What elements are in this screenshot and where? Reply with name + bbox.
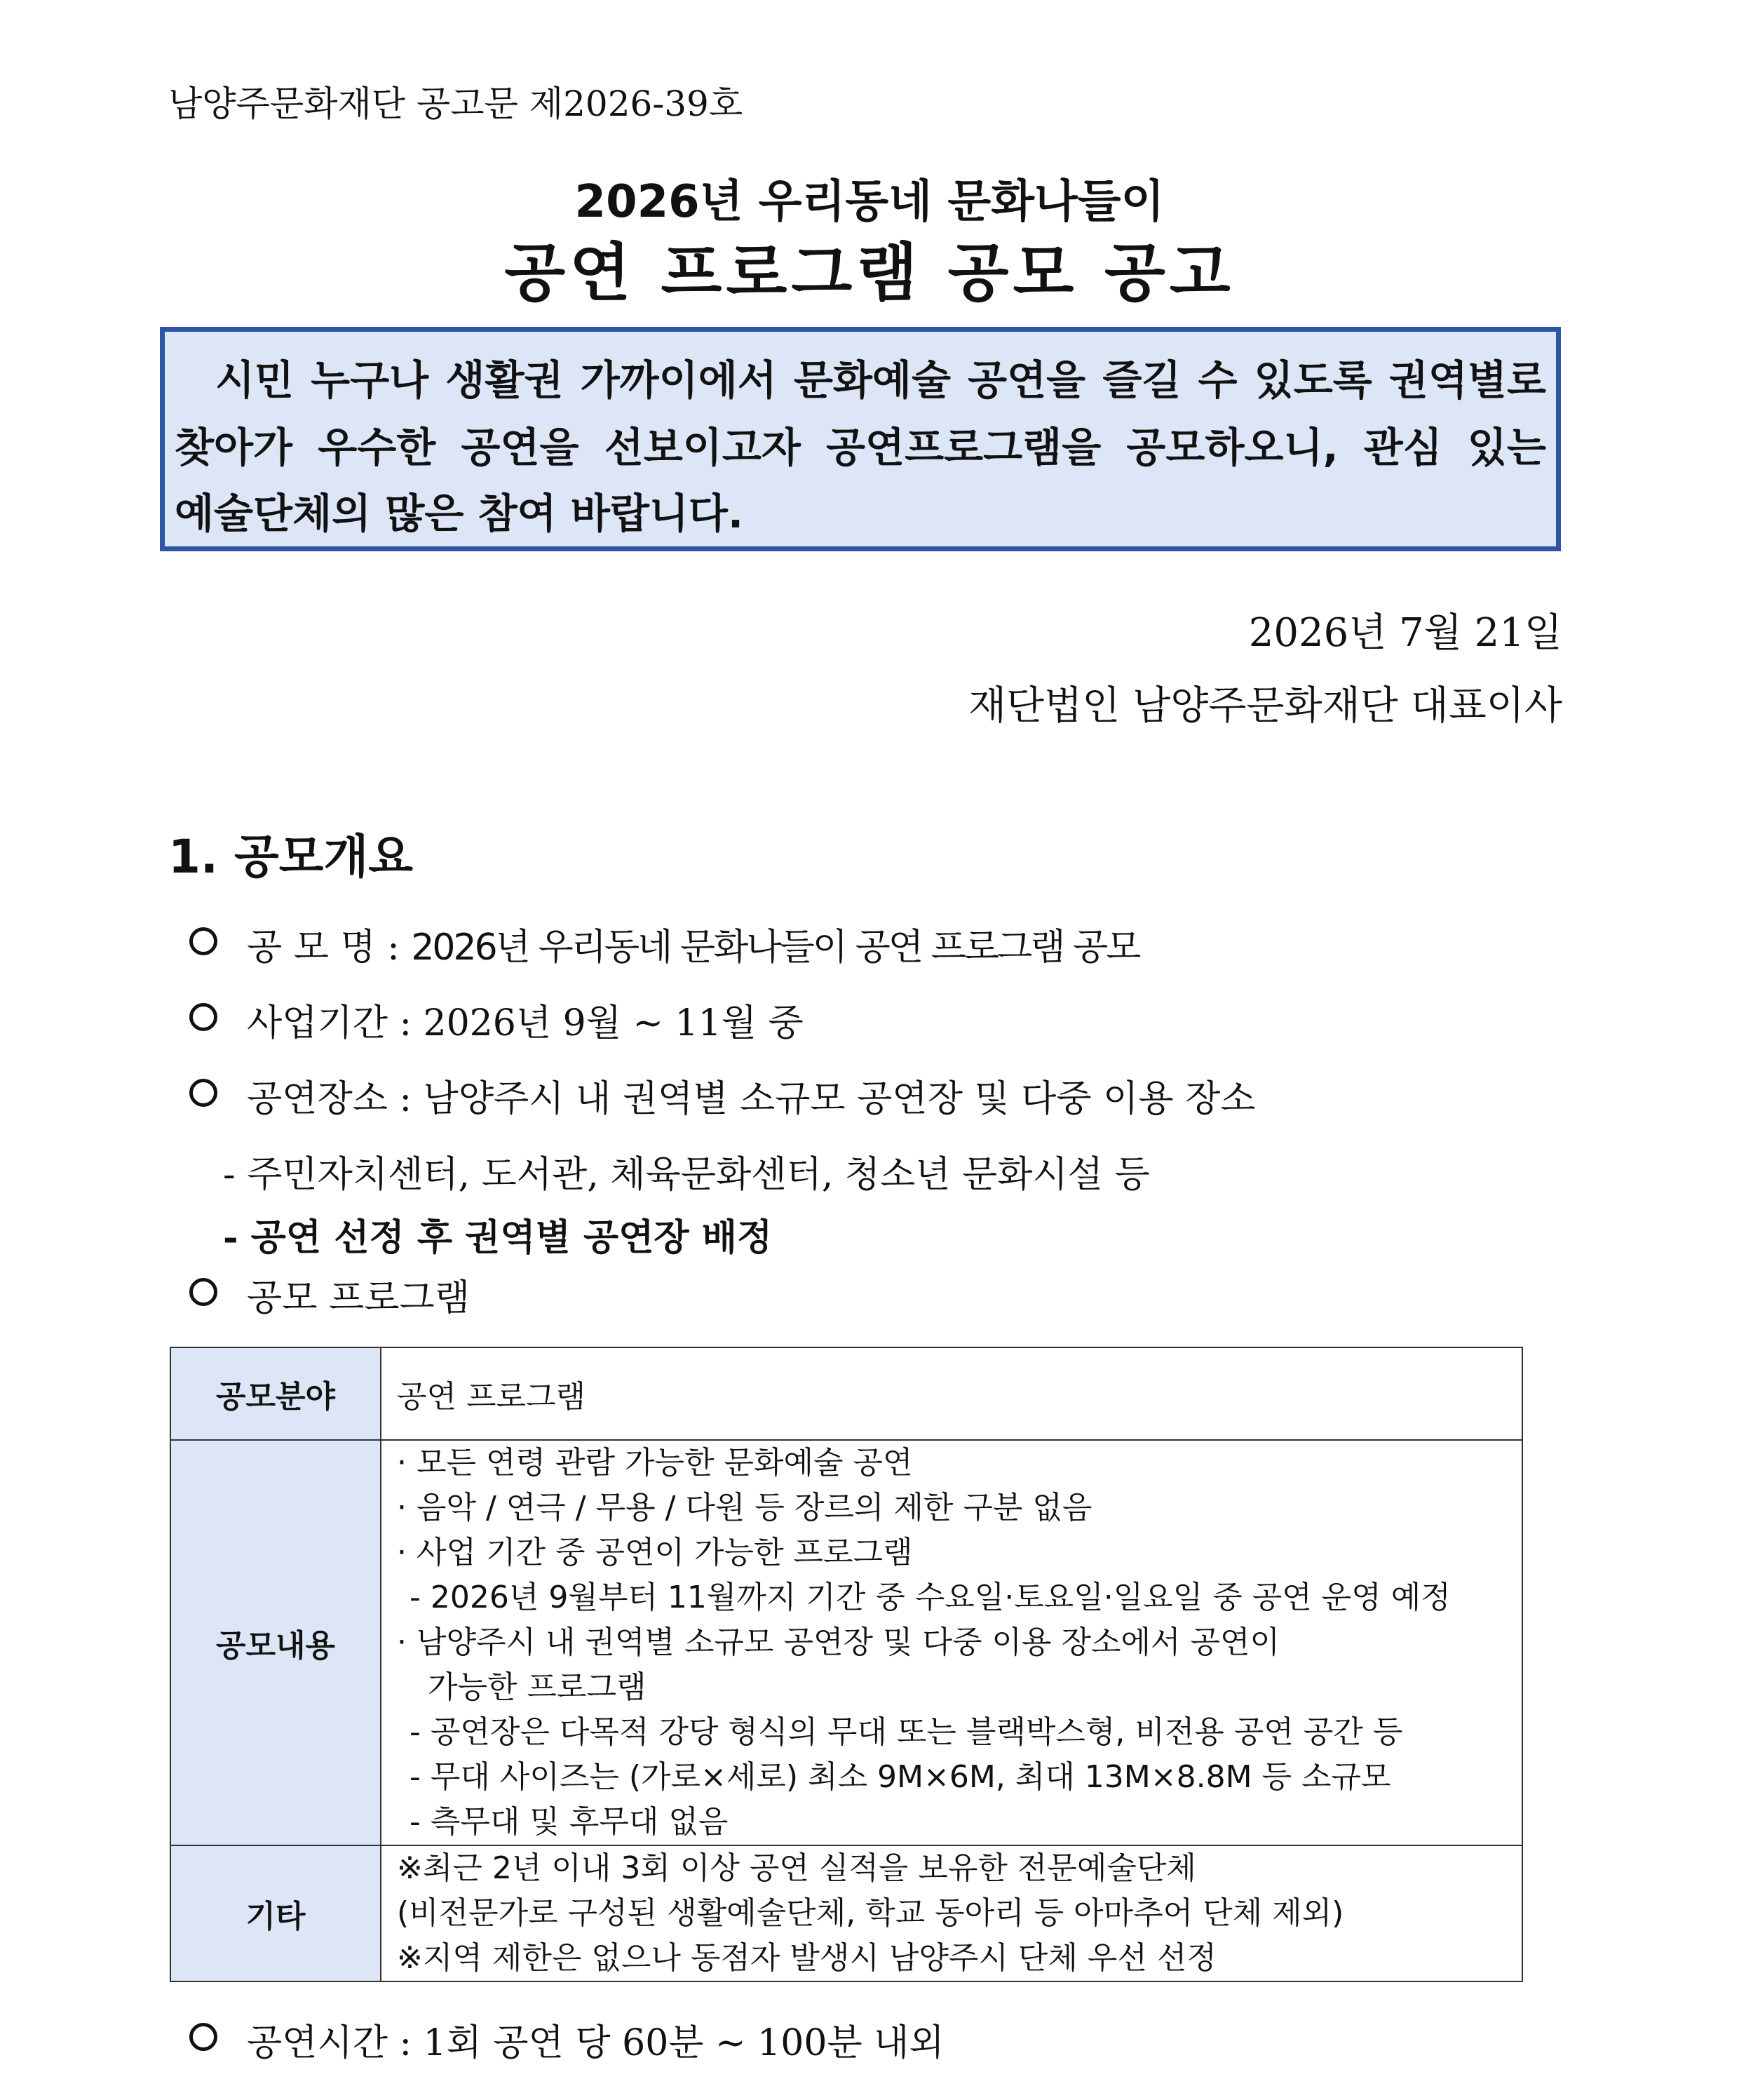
circle-bullet-icon — [189, 927, 217, 955]
title-line-2: 공연 프로그램 공모 공고 — [504, 236, 1235, 310]
content-line: (비전문가로 구성된 생활예술단체, 학교 동아리 등 아마추어 단체 제외) — [397, 1895, 1344, 1931]
table-row — [170, 1440, 1522, 1845]
venue-sub-item: - 주민자치센터, 도서관, 체육문화센터, 청소년 문화시설 등 — [223, 1154, 1150, 1196]
overview-item-venue — [189, 1069, 1256, 1122]
notice-date: 2026년 7월 21일 — [1248, 610, 1562, 656]
table-content-cell — [381, 1440, 1522, 1845]
intro-line-2: 찾아가 우수한 공연을 선보이고자 공연프로그램을 공모하오니, 관심 있는 — [175, 424, 1546, 471]
content-line: - 측무대 및 후무대 없음 — [410, 1804, 729, 1840]
overview-item-name — [189, 917, 1139, 970]
foundation-signature: 재단법인 남양주문화재단 대표이사 — [968, 683, 1562, 729]
content-line: · 남양주시 내 권역별 소규모 공연장 및 다중 이용 장소에서 공연이 — [397, 1624, 1280, 1660]
content-line: - 2026년 9월부터 11월까지 기간 중 수요일·토요일·일요일 중 공연 운영 예정 — [410, 1580, 1451, 1615]
item-label: 공연장소 : — [247, 1078, 412, 1120]
circle-bullet-icon — [189, 1079, 217, 1107]
table-row — [170, 1845, 1522, 1981]
notice-number: 남양주문화재단 공고문 제2026-39호 — [168, 83, 743, 124]
intro-line-3: 예술단체의 많은 참여 바랍니다. — [175, 490, 743, 537]
item-value: 2026년 우리동네 문화나들이 공연 프로그램 공모 — [411, 927, 1139, 969]
item-value: 2026년 9월 ~ 11월 중 — [423, 1002, 804, 1044]
table-content-cell: 공연 프로그램 — [381, 1347, 1522, 1440]
content-line: · 모든 연령 관람 가능한 문화예술 공연 — [397, 1445, 913, 1481]
content-line: · 음악 / 연극 / 무용 / 다원 등 장르의 제한 구분 없음 — [397, 1490, 1092, 1526]
venue-sub-item: - 공연 선정 후 권역별 공연장 배정 — [223, 1216, 773, 1259]
content-line: - 무대 사이즈는 (가로×세로) 최소 9M×6M, 최대 13M×8.8M 등 소규모 — [410, 1759, 1391, 1795]
table-row — [170, 1347, 1522, 1440]
content-line: ※지역 제한은 없으나 동점자 발생시 남양주시 단체 우선 선정 — [397, 1940, 1217, 1976]
content-line: ※최근 2년 이내 3회 이상 공연 실적을 보유한 전문예술단체 — [397, 1850, 1196, 1886]
item-label: 공모 프로그램 — [247, 1277, 470, 1319]
intro-box — [160, 327, 1561, 551]
table-header-cell: 공모내용 — [170, 1440, 381, 1845]
content-line: - 공연장은 다목적 강당 형식의 무대 또는 블랙박스형, 비전용 공연 공간 등 — [410, 1714, 1403, 1750]
item-label: 공 모 명 : — [247, 927, 400, 969]
title-line-1: 2026년 우리동네 문화나들이 — [574, 176, 1165, 228]
table-content-cell — [381, 1845, 1522, 1981]
content-line: 가능한 프로그램 — [428, 1669, 647, 1705]
item-value: 남양주시 내 권역별 소규모 공연장 및 다중 이용 장소 — [423, 1078, 1256, 1120]
overview-item-period — [189, 993, 804, 1046]
overview-item-duration — [189, 2013, 945, 2066]
circle-bullet-icon — [189, 2023, 217, 2051]
item-label: 공연시간 : — [247, 2022, 412, 2064]
table-header-cell: 공모분야 — [170, 1347, 381, 1440]
section-heading: 1. 공모개요 — [168, 830, 413, 884]
circle-bullet-icon — [189, 1003, 217, 1031]
circle-bullet-icon — [189, 1278, 217, 1306]
item-value: 1회 공연 당 60분 ~ 100분 내외 — [423, 2022, 945, 2064]
intro-line-1: 시민 누구나 생활권 가까이에서 문화예술 공연을 즐길 수 있도록 권역별로 — [215, 356, 1546, 404]
program-table — [170, 1347, 1523, 1982]
content-line: · 사업 기간 중 공연이 가능한 프로그램 — [397, 1535, 913, 1570]
item-label: 사업기간 : — [247, 1002, 412, 1044]
overview-item-program — [189, 1268, 470, 1321]
table-header-cell: 기타 — [170, 1845, 381, 1981]
